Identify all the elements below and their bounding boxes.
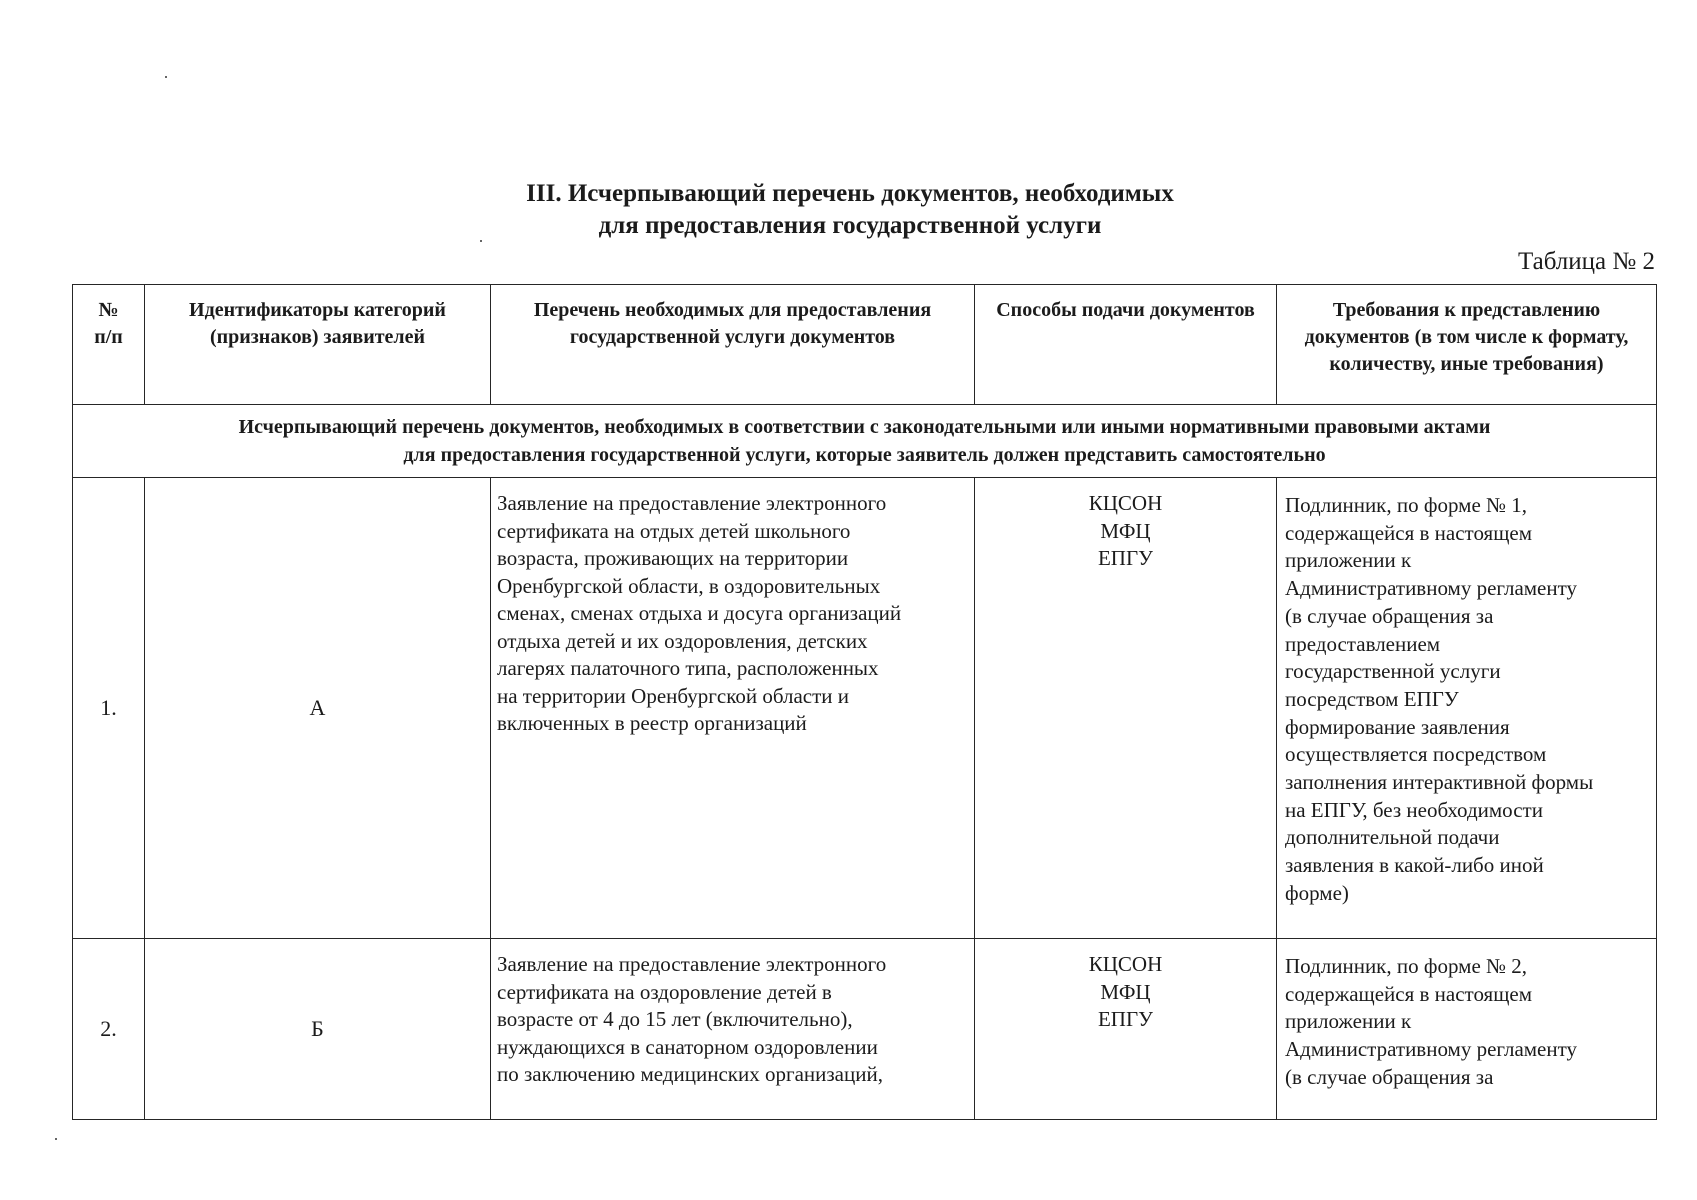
requirement-lines <box>1285 953 1650 1092</box>
text-line: МФЦ <box>1100 518 1151 543</box>
text-line: формирование заявления <box>1285 714 1510 739</box>
scan-speck <box>55 1138 57 1140</box>
row-ways <box>975 478 1277 939</box>
header-documents: Перечень необходимых для предоставления государственной услуги документов <box>491 285 975 405</box>
section-heading-cell <box>73 405 1657 478</box>
scan-speck <box>165 76 167 78</box>
text-line: МФЦ <box>1100 979 1151 1004</box>
row-number: 1. <box>73 478 145 939</box>
text-line: (в случае обращения за <box>1285 1064 1494 1089</box>
section-title <box>330 178 1370 242</box>
text-line: Подлинник, по форме № 2, <box>1285 954 1528 978</box>
text-line: Заявление на предоставление электронного <box>497 491 887 515</box>
text-line: предоставлением <box>1285 631 1441 656</box>
header-number-sign: № <box>98 299 119 321</box>
row-ways <box>975 939 1277 1120</box>
text-line: государственной услуги <box>1285 659 1501 684</box>
requirement-lines <box>1285 492 1650 908</box>
row-requirements <box>1277 939 1657 1120</box>
text-line: ЕПГУ <box>1097 546 1153 570</box>
table-header-row <box>73 285 1657 405</box>
header-number-abbr: п/п <box>94 326 123 348</box>
section-title-line-2: для предоставления государственной услуги <box>598 212 1102 239</box>
text-line: нуждающихся в санаторном оздоровлении <box>497 1034 878 1059</box>
text-line: отдыха детей и их оздоровления, детских <box>497 628 868 653</box>
header-requirements: Требования к представлению документов (в том числе к формату, количеству, иные требования) <box>1277 285 1657 405</box>
text-line: возраста, проживающих на территории <box>497 546 849 570</box>
text-line: приложении к <box>1285 1009 1412 1034</box>
row-category: Б <box>145 939 491 1120</box>
section-title-line-1: III. Исчерпывающий перечень документов, необходимых <box>526 180 1174 207</box>
ways-lines <box>981 490 1270 573</box>
text-line: содержащейся в настоящем <box>1285 520 1532 545</box>
text-line: осуществляется посредством <box>1285 742 1547 767</box>
text-line: посредством ЕПГУ <box>1285 686 1459 711</box>
text-line: на территории Оренбургской области и <box>497 683 850 708</box>
row-requirements <box>1277 478 1657 939</box>
text-line: ЕПГУ <box>1097 1007 1153 1031</box>
ways-lines <box>981 951 1270 1034</box>
header-ways: Способы подачи документов <box>975 285 1277 405</box>
table-number-label: Таблица № 2 <box>1517 248 1655 275</box>
text-line: заполнения интерактивной формы <box>1285 770 1594 795</box>
text-line: Административному регламенту <box>1285 576 1578 601</box>
header-number <box>73 285 145 405</box>
text-line: сертификата на отдых детей школьного <box>497 518 851 543</box>
document-lines <box>497 490 968 738</box>
section-heading-line-2: для предоставления государственной услуги, которые заявитель должен представить самостоятельно <box>403 444 1326 466</box>
text-line: КЦСОН <box>1088 491 1163 515</box>
row-number: 2. <box>73 939 145 1120</box>
text-line: лагерях палаточного типа, расположенных <box>497 656 879 680</box>
text-line: содержащейся в настоящем <box>1285 981 1532 1006</box>
text-line: Оренбургской области, в оздоровительных <box>497 573 881 598</box>
text-line: возрасте от 4 до 15 лет (включительно), <box>497 1007 853 1031</box>
row-document <box>491 478 975 939</box>
text-line: сертификата на оздоровление детей в <box>497 979 832 1004</box>
text-line: Заявление на предоставление электронного <box>497 952 887 976</box>
row-category: А <box>145 478 491 939</box>
text-line: сменах, сменах отдыха и досуга организаций <box>497 601 902 625</box>
document-lines <box>497 951 968 1089</box>
text-line: включенных в реестр организаций <box>497 711 807 735</box>
header-categories: Идентификаторы категорий (признаков) заявителей <box>145 285 491 405</box>
text-line: на ЕПГУ, без необходимости <box>1285 797 1543 822</box>
table-row <box>73 478 1657 939</box>
text-line: форме) <box>1285 880 1349 905</box>
text-line: (в случае обращения за <box>1285 603 1494 628</box>
text-line: по заключению медицинских организаций, <box>497 1062 883 1086</box>
row-document <box>491 939 975 1120</box>
text-line: приложении к <box>1285 548 1412 573</box>
text-line: заявления в какой-либо иной <box>1285 853 1544 878</box>
text-line: Подлинник, по форме № 1, <box>1285 493 1528 517</box>
section-heading-line-1: Исчерпывающий перечень документов, необходимых в соответствии с законодательными или иными нормативными правовыми актами <box>238 416 1491 438</box>
table-row <box>73 939 1657 1120</box>
documents-table <box>72 284 1657 1120</box>
text-line: Административному регламенту <box>1285 1037 1578 1062</box>
section-row <box>73 405 1657 478</box>
text-line: дополнительной подачи <box>1285 825 1500 850</box>
text-line: КЦСОН <box>1088 952 1163 976</box>
